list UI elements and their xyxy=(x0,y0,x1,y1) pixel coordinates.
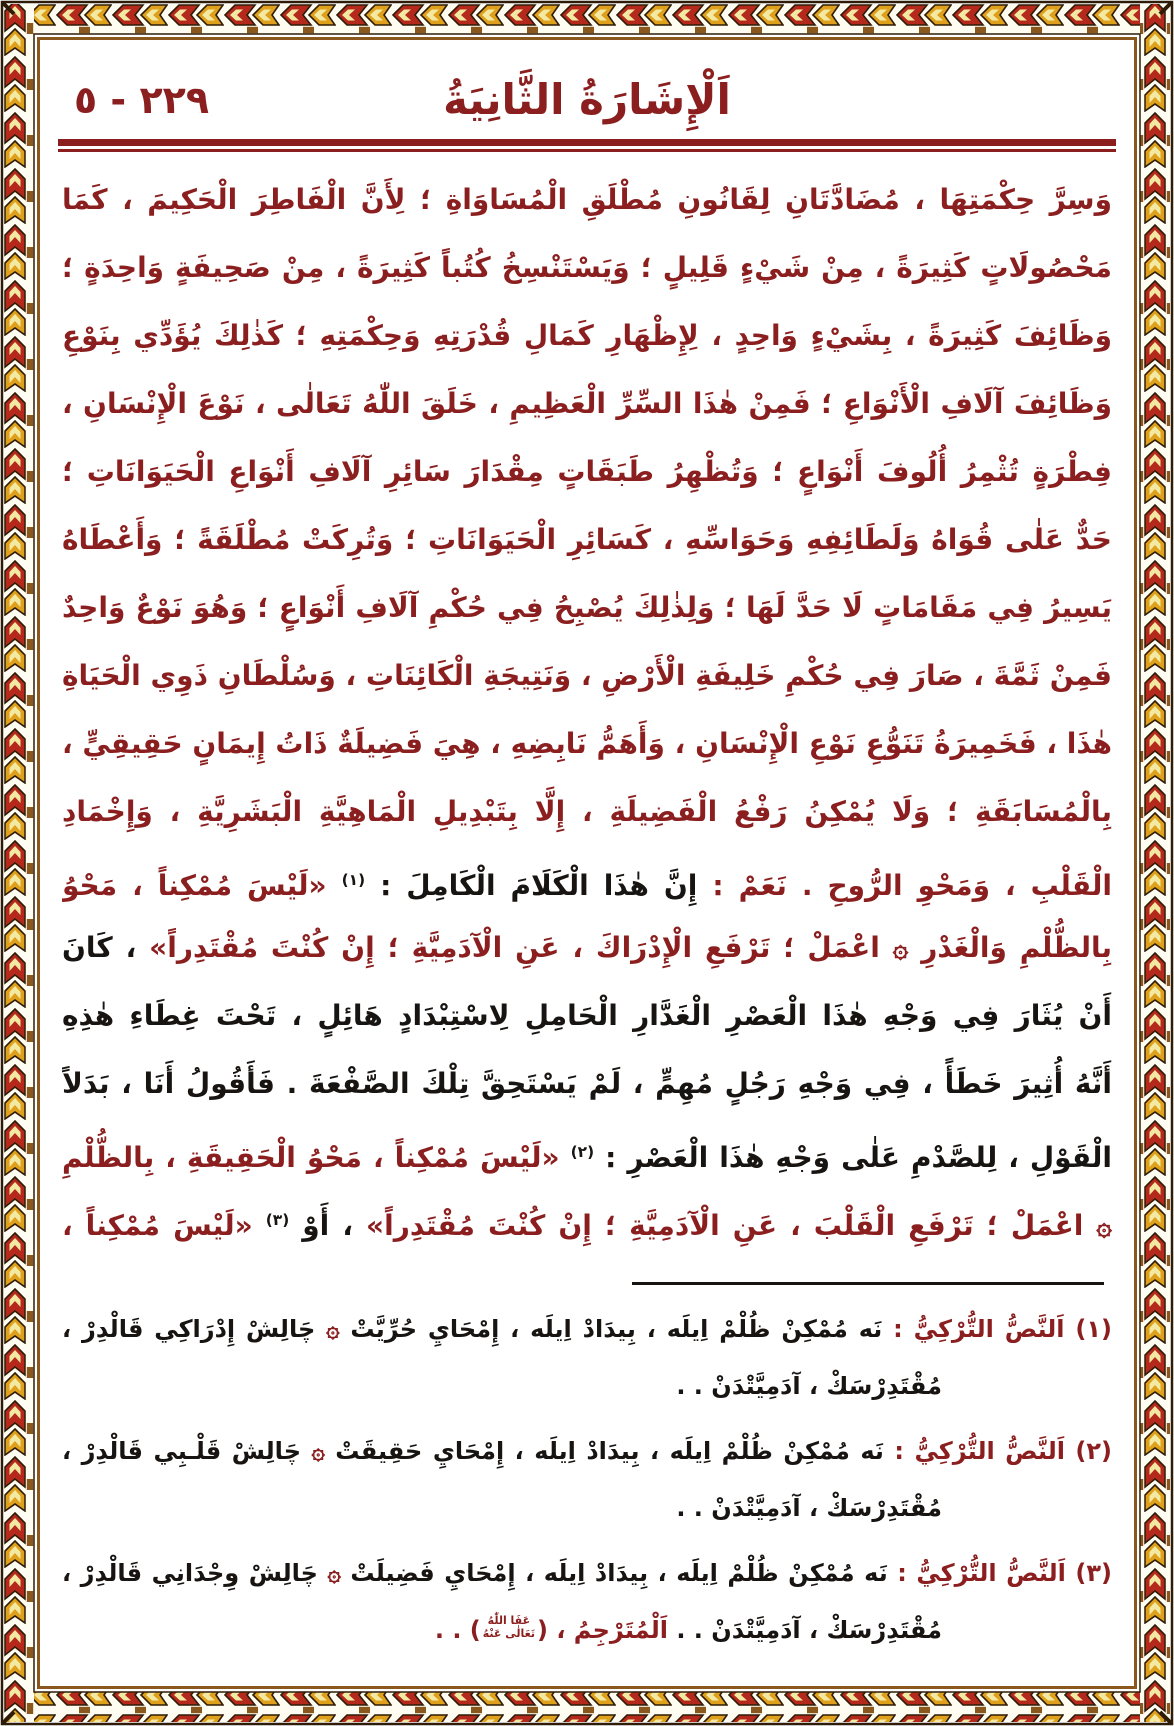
text-run: مَحْصُولَاتٍ كَثِيرَةً ، مِنْ شَيْءٍ قَلِيلٍ ؛ وَيَسْتَنْسِخُ كُتُباً كَثِيرَةً ، مِنْ صَحِيفَةٍ وَاحِدَةٍ ؛ xyxy=(62,251,1112,284)
footnotes-section xyxy=(62,1300,1112,1666)
text-run: هٰذَا ، فَخَمِيرَةُ تَنَوُّعِ نَوْعِ الْإِنْسَانِ ، وَأَهَمُّ نَابِضِهِ ، هِيَ فَضِيلَةٌ ذَاتُ إِيمَانٍ حَقِيقِيٍّ ، xyxy=(62,727,1112,760)
header-rule-thick xyxy=(58,139,1116,146)
text-run: اعْمَلْ ؛ تَرْفَعِ الْقَلْبَ ، عَنِ الْآدَمِيَّةِ ؛ إِنْ كُنْتَ مُقْتَدِراً» xyxy=(352,1209,1097,1242)
body-line xyxy=(62,506,1112,574)
border-band-left xyxy=(4,4,34,1722)
text-run: ، أَوْ xyxy=(289,1209,353,1242)
page-header xyxy=(62,62,1112,138)
page-title: اَلْإِشَارَةُ الثَّانِيَةُ xyxy=(443,75,731,124)
text-run: چَالِشْ قَلْـبِي قَالْدِرْ ، xyxy=(62,1437,312,1465)
footnote xyxy=(62,1300,1112,1414)
text-run: چَالِشْ وِجْدَانِي قَالْدِرْ ، xyxy=(62,1559,328,1587)
footnote-ref[interactable]: (١) xyxy=(341,871,366,889)
text-run: مُقْتَدِرْسَكْ ، آدَمِيَّتْدَنْ . . xyxy=(667,1616,942,1644)
body-line xyxy=(62,1050,1112,1118)
body-line xyxy=(62,1118,1112,1186)
text-run: وَسِرَّ حِكْمَتِهَا ، مُضَادَّتَانِ لِقَانُونِ مُطْلَقِ الْمُسَاوَاةِ ؛ لِأَنَّ الْفَاطِرَ الْحَكِيمَ ، كَمَا xyxy=(62,183,1112,216)
header-rule-thin xyxy=(58,149,1116,152)
text-run: الْقَوْلِ ، لِلصَّدْمِ عَلٰى وَجْهِ هٰذَا الْعَصْرِ : xyxy=(594,1141,1112,1174)
border-band-top xyxy=(4,4,1170,34)
rub-el-hizb-icon: ۞ xyxy=(1096,1211,1112,1242)
rub-el-hizb-icon: ۞ xyxy=(311,1439,325,1465)
footnote xyxy=(62,1422,1112,1536)
seal-text: عَفَا اللّٰهُ xyxy=(487,1614,531,1627)
text-run: أَنَّهُ أُثِيرَ خَطَأً ، فِي وَجْهِ رَجُلٍ مُهِمٍّ ، لَمْ يَسْتَحِقَّ تِلْكَ الصَّفْعَةَ . فَأَقُولُ أَنَا ، بَدَلاً xyxy=(62,1067,1112,1100)
text-run: فَمِنْ ثَمَّةَ ، صَارَ فِي حُكْمِ خَلِيفَةِ الْأَرْضِ ، وَنَتِيجَةِ الْكَائِنَاتِ ، وَسُلْطَانِ ذَوِي الْحَيَاةِ xyxy=(62,659,1112,692)
text-run: يَسِيرُ فِي مَقَامَاتٍ لَا حَدَّ لَهَا ؛ وَلِذٰلِكَ يُصْبِحُ فِي حُكْمِ آلَافِ أَنْوَاعٍ ؛ وَهُوَ نَوْعٌ وَاحِدٌ xyxy=(62,591,1112,624)
text-run: إِنَّ هٰذَا الْكَلَامَ الْكَامِلَ : xyxy=(365,869,698,902)
text-run: بِالْمُسَابَقَةِ ؛ وَلَا يُمْكِنُ رَفْعُ الْفَضِيلَةِ ، إِلَّا بِتَبْدِيلِ الْمَاهِيَّةِ الْبَشَرِيَّةِ ، وَإِخْمَادِ xyxy=(62,795,1112,828)
text-run: ، كَانَ xyxy=(62,931,137,964)
body-line xyxy=(62,574,1112,642)
corner-hook-top-left xyxy=(3,3,14,14)
body-text xyxy=(62,166,1112,1254)
footnote-line xyxy=(62,1358,1112,1414)
text-run: ) . . xyxy=(434,1616,481,1644)
rub-el-hizb-icon: ۞ xyxy=(892,933,909,964)
text-run: (١) اَلنَّصُّ التُّرْكِيُّ : xyxy=(882,1315,1112,1343)
text-run: مُقْتَدِرْسَكْ ، آدَمِيَّتْدَنْ . . xyxy=(676,1372,942,1400)
footnote-line xyxy=(62,1544,1112,1602)
body-line xyxy=(62,778,1112,846)
text-run: «لَيْسَ مُمْكِناً ، مَحْوُ xyxy=(62,869,327,902)
text-run: «لَيْسَ مُمْكِناً ، xyxy=(62,1209,253,1242)
footnote-line xyxy=(62,1602,1112,1658)
body-line xyxy=(62,846,1112,914)
footnote-ref[interactable]: (٢) xyxy=(570,1143,595,1161)
text-run: نَه مُمْكِنْ ظُلْمْ اِيلَه ، بِيدَادْ اِيلَه ، إِمْحَايِ حَقِيقَتْ xyxy=(324,1437,884,1465)
text-run: بِالظُّلْمِ وَالْغَدْرِ xyxy=(908,931,1112,964)
body-line xyxy=(62,370,1112,438)
body-line xyxy=(62,234,1112,302)
footnote-line xyxy=(62,1300,1112,1358)
body-line xyxy=(62,438,1112,506)
body-line xyxy=(62,302,1112,370)
footnote-separator xyxy=(632,1282,1104,1285)
text-run: «لَيْسَ مُمْكِناً ، مَحْوُ الْحَقِيقَةِ ، بِالظُّلْمِ xyxy=(62,1141,560,1174)
text-run: فِطْرَةٍ تُثْمِرُ أُلُوفَ أَنْوَاعٍ ؛ وَتُظْهِرُ طَبَقَاتٍ مِقْدَارَ سَائِرِ آلَافِ أَنْوَاعِ الْحَيَوَانَاتِ ؛ xyxy=(62,455,1112,488)
page-number: ٢٢٩ - ٥ xyxy=(74,78,210,122)
text-run: مُقْتَدِرْسَكْ ، آدَمِيَّتْدَنْ . . xyxy=(676,1494,942,1522)
text-run: چَالِشْ إِدْرَاكِي قَالْدِرْ ، xyxy=(62,1315,327,1343)
border-band-right xyxy=(1140,4,1170,1722)
body-line xyxy=(62,914,1112,982)
footnote-line xyxy=(62,1480,1112,1536)
footnote-ref[interactable]: (٣) xyxy=(265,1211,290,1229)
body-line xyxy=(62,1186,1112,1254)
footnote-line xyxy=(62,1422,1112,1480)
border-band-bottom xyxy=(4,1692,1170,1722)
footnote xyxy=(62,1544,1112,1658)
text-run: وَظَائِفَ كَثِيرَةً ، بِشَيْءٍ وَاحِدٍ ، لِإِظْهَارِ كَمَالِ قُدْرَتِهِ وَحِكْمَتِهِ ؛ كَذٰلِكَ يُؤَدِّي بِنَوْعِ xyxy=(62,319,1112,352)
header-rule xyxy=(58,139,1116,152)
text-run: نَه مُمْكِنْ ظُلْمْ اِيلَه ، بِيدَادْ اِيلَه ، إِمْحَايِ فَضِيلَتْ xyxy=(340,1559,888,1587)
body-line xyxy=(62,710,1112,778)
body-line xyxy=(62,982,1112,1050)
text-run: (٢) اَلنَّصُّ التُّرْكِيُّ : xyxy=(883,1437,1112,1465)
rub-el-hizb-icon: ۞ xyxy=(326,1317,340,1343)
body-line xyxy=(62,166,1112,234)
text-run: حَدٌّ عَلٰى قُوَاهُ وَلَطَائِفِهِ وَحَوَاسِّهِ ، كَسَائِرِ الْحَيَوَانَاتِ ؛ وَتُرِكَتْ مُطْلَقَةً ؛ وَأَعْطَاهُ xyxy=(62,523,1112,556)
rub-el-hizb-icon: ۞ xyxy=(327,1561,341,1587)
text-run: وَظَائِفَ آلَافِ الْأَنْوَاعِ ؛ فَمِنْ هٰذَا السِّرِّ الْعَظِيمِ ، خَلَقَ اللّٰهُ تَعَالٰى ، نَوْعَ الْإِنْسَانِ ، xyxy=(62,387,1112,420)
corner-hook-bottom-left xyxy=(3,1712,14,1723)
body-line xyxy=(62,642,1112,710)
text-run: ( xyxy=(537,1616,548,1644)
text-run: أَنْ يُثَارَ فِي وَجْهِ هٰذَا الْعَصْرِ الْغَدَّارِ الْحَامِلِ لِاسْتِبْدَادٍ هَائِلٍ ، تَحْتَ غِطَاءِ هٰذِهِ xyxy=(62,999,1112,1032)
text-run: (٣) اَلنَّصُّ التُّرْكِيُّ : xyxy=(887,1559,1112,1587)
seal-text: تَعَالٰى عَنْهُ xyxy=(482,1627,535,1640)
translator-seal-icon xyxy=(481,1614,537,1640)
text-run: اَلْمُتَرْجِمُ ، xyxy=(547,1616,668,1644)
corner-hook-top-right xyxy=(1160,3,1171,14)
text-run: نَه مُمْكِنْ ظُلْمْ اِيلَه ، بِيدَادْ اِيلَه ، إِمْحَايِ حُرِّيَّتْ xyxy=(339,1315,883,1343)
text-run: اعْمَلْ ؛ تَرْفَعِ الْإِدْرَاكَ ، عَنِ الْآدَمِيَّةِ ؛ إِنْ كُنْتَ مُقْتَدِراً» xyxy=(136,931,893,964)
corner-hook-bottom-right xyxy=(1160,1712,1171,1723)
text-run: الْقَلْبِ ، وَمَحْوِ الرُّوحِ . نَعَمْ : xyxy=(697,869,1112,902)
